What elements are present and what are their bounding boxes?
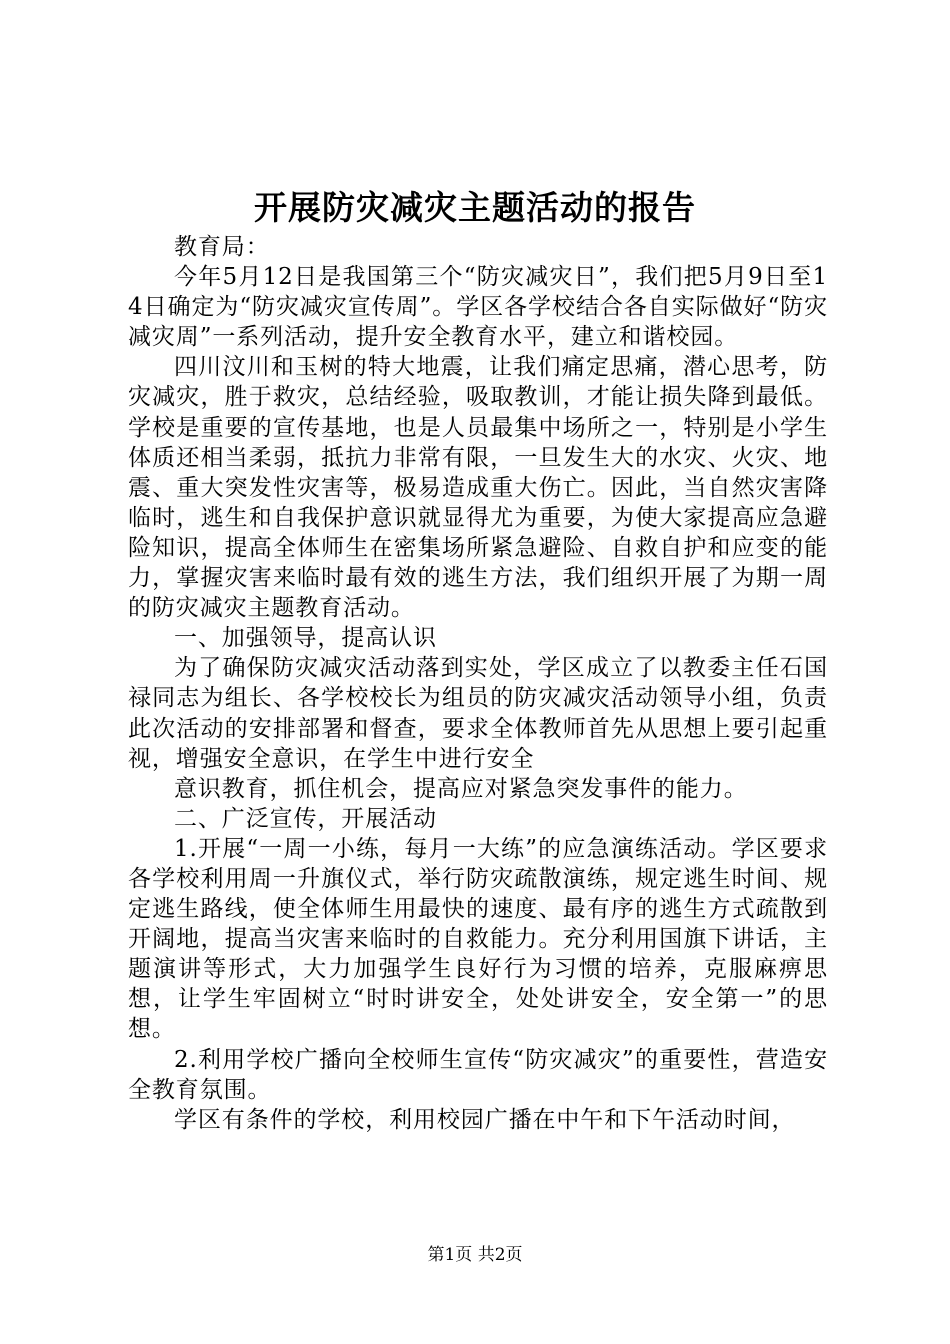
paragraph-background: 四川汶川和玉树的特大地震，让我们痛定思痛，潜心思考，防灾减灾，胜于救灾，总结经验，吸取教训，才能让损失降到最低。学校是重要的宣传基地，也是人员最集中场所之一，特别是小学生体质还相当柔弱，抵抗力非常有限，一旦发生大的水灾、火灾、地震、重大突发性灾害等，极易造成重大伤亡。因此，当自然灾害降临时，逃生和自我保护意识就显得尤为重要，为使大家提高应急避险知识，提高全体师生在密集场所紧急避险、自救自护和应变的能力，掌握灾害来临时最有效的逃生方法，我们组织开展了为期一周的防灾减灾主题教育活动。 [128,354,828,622]
page-footer: 第1页 共2页 [427,1245,523,1265]
paragraph-intro: 今年5月12日是我国第三个“防灾减灾日”，我们把5月9日至14日确定为“防灾减灾宣传周”。学区各学校结合各自实际做好“防灾减灾周”一系列活动，提升安全教育水平，建立和谐校园。 [128,264,828,351]
section-heading-2: 二、广泛宣传，开展活动 [174,805,437,832]
document-title: 开展防灾减灾主题活动的报告 [254,188,696,227]
section-heading-1: 一、加强领导，提高认识 [174,625,437,652]
paragraph-leadership-continued: 意识教育，抓住机会，提高应对紧急突发事件的能力。 [174,775,748,802]
paragraph-item-1: 1.开展“一周一小练，每月一大练”的应急演练活动。学区要求各学校利用周一升旗仪式，举行防灾疏散演练，规定逃生时间、规定逃生路线，使全体师生用最快的速度、最有序的逃生方式疏散到开阔地，提高当灾害来临时的自救能力。充分利用国旗下讲话，主题演讲等形式，大力加强学生良好行为习惯的培养，克服麻痹思想，让学生牢固树立“时时讲安全，处处讲安全，安全第一”的思想。 [128,835,828,1043]
salutation: 教育局： [174,234,270,260]
paragraph-leadership: 为了确保防灾减灾活动落到实处，学区成立了以教委主任石国禄同志为组长、各学校校长为组员的防灾减灾活动领导小组，负责此次活动的安排部署和督查，要求全体教师首先从思想上要引起重视，增强安全意识，在学生中进行安全 [128,655,828,772]
paragraph-item-2: 2.利用学校广播向全校师生宣传“防灾减灾”的重要性，营造安全教育氛围。 [128,1046,828,1103]
document-body [128,232,828,1135]
paragraph-broadcast: 学区有条件的学校，利用校园广播在中午和下午活动时间， [174,1106,796,1133]
